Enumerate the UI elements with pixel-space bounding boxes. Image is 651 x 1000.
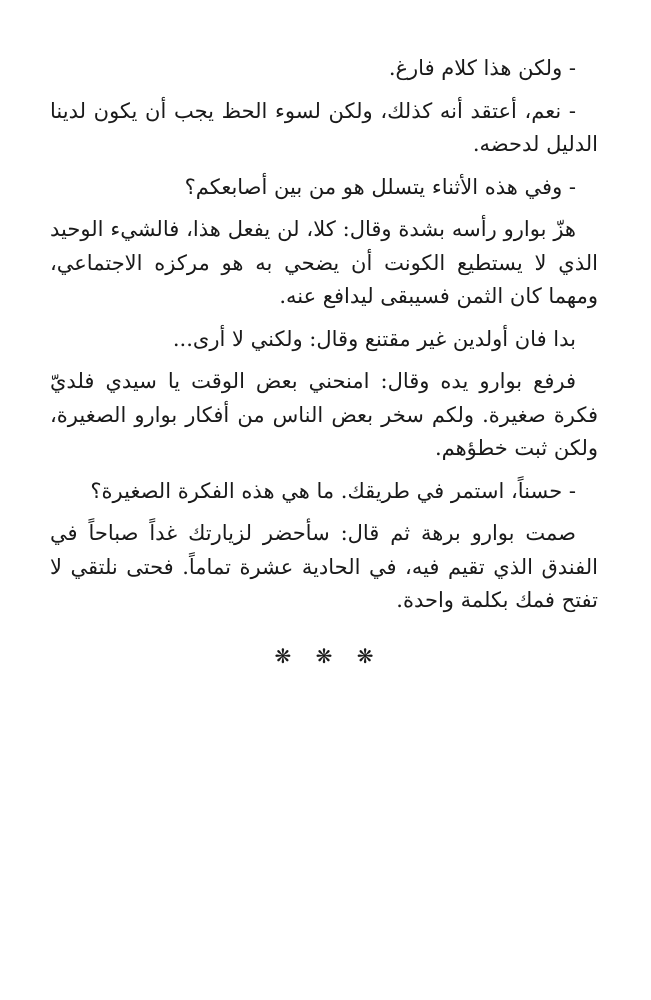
section-separator	[50, 640, 598, 674]
paragraph-2: - نعم، أعتقد أنه كذلك، ولكن لسوء الحظ يجب أن يكون لدينا الدليل لدحضه.	[50, 98, 598, 156]
paragraph-5: بدا فان أولدين غير مقتنع وقال: ولكني لا أرى...	[172, 326, 576, 351]
separator-star-icon: ❋	[274, 643, 292, 668]
paragraph-6: فرفع بوارو يده وقال: امنحني بعض الوقت يا سيدي فلديّ فكرة صغيرة. ولكم سخر بعض الناس من أفكار بوارو الصغيرة، ولكن ثبت خطؤهم.	[50, 369, 598, 460]
paragraph-3: - وفي هذه الأثناء يتسلل هو من بين أصابعكم؟	[184, 174, 576, 199]
paragraph-1: - ولكن هذا كلام فارغ.	[388, 56, 576, 80]
paragraph-7: - حسناً، استمر في طريقك. ما هي هذه الفكرة الصغيرة؟	[90, 478, 576, 503]
page-body	[50, 52, 598, 673]
paragraph-8: صمت بوارو برهة ثم قال: سأحضر لزيارتك غداً صباحاً في الفندق الذي تقيم فيه، في الحادية عشرة تماماً. فحتى نلتقي لا تفتح فمك بكلمة واحدة.	[50, 521, 598, 612]
separator-star-icon: ❋	[315, 643, 333, 668]
separator-star-icon: ❋	[356, 643, 374, 668]
paragraph-4: هزّ بوارو رأسه بشدة وقال: كلا، لن يفعل هذا، فالشيء الوحيد الذي لا يستطيع الكونت أن يضحي به هو مركزه الاجتماعي، ومهما كان الثمن فسيبقى ليدافع عنه.	[50, 217, 598, 308]
